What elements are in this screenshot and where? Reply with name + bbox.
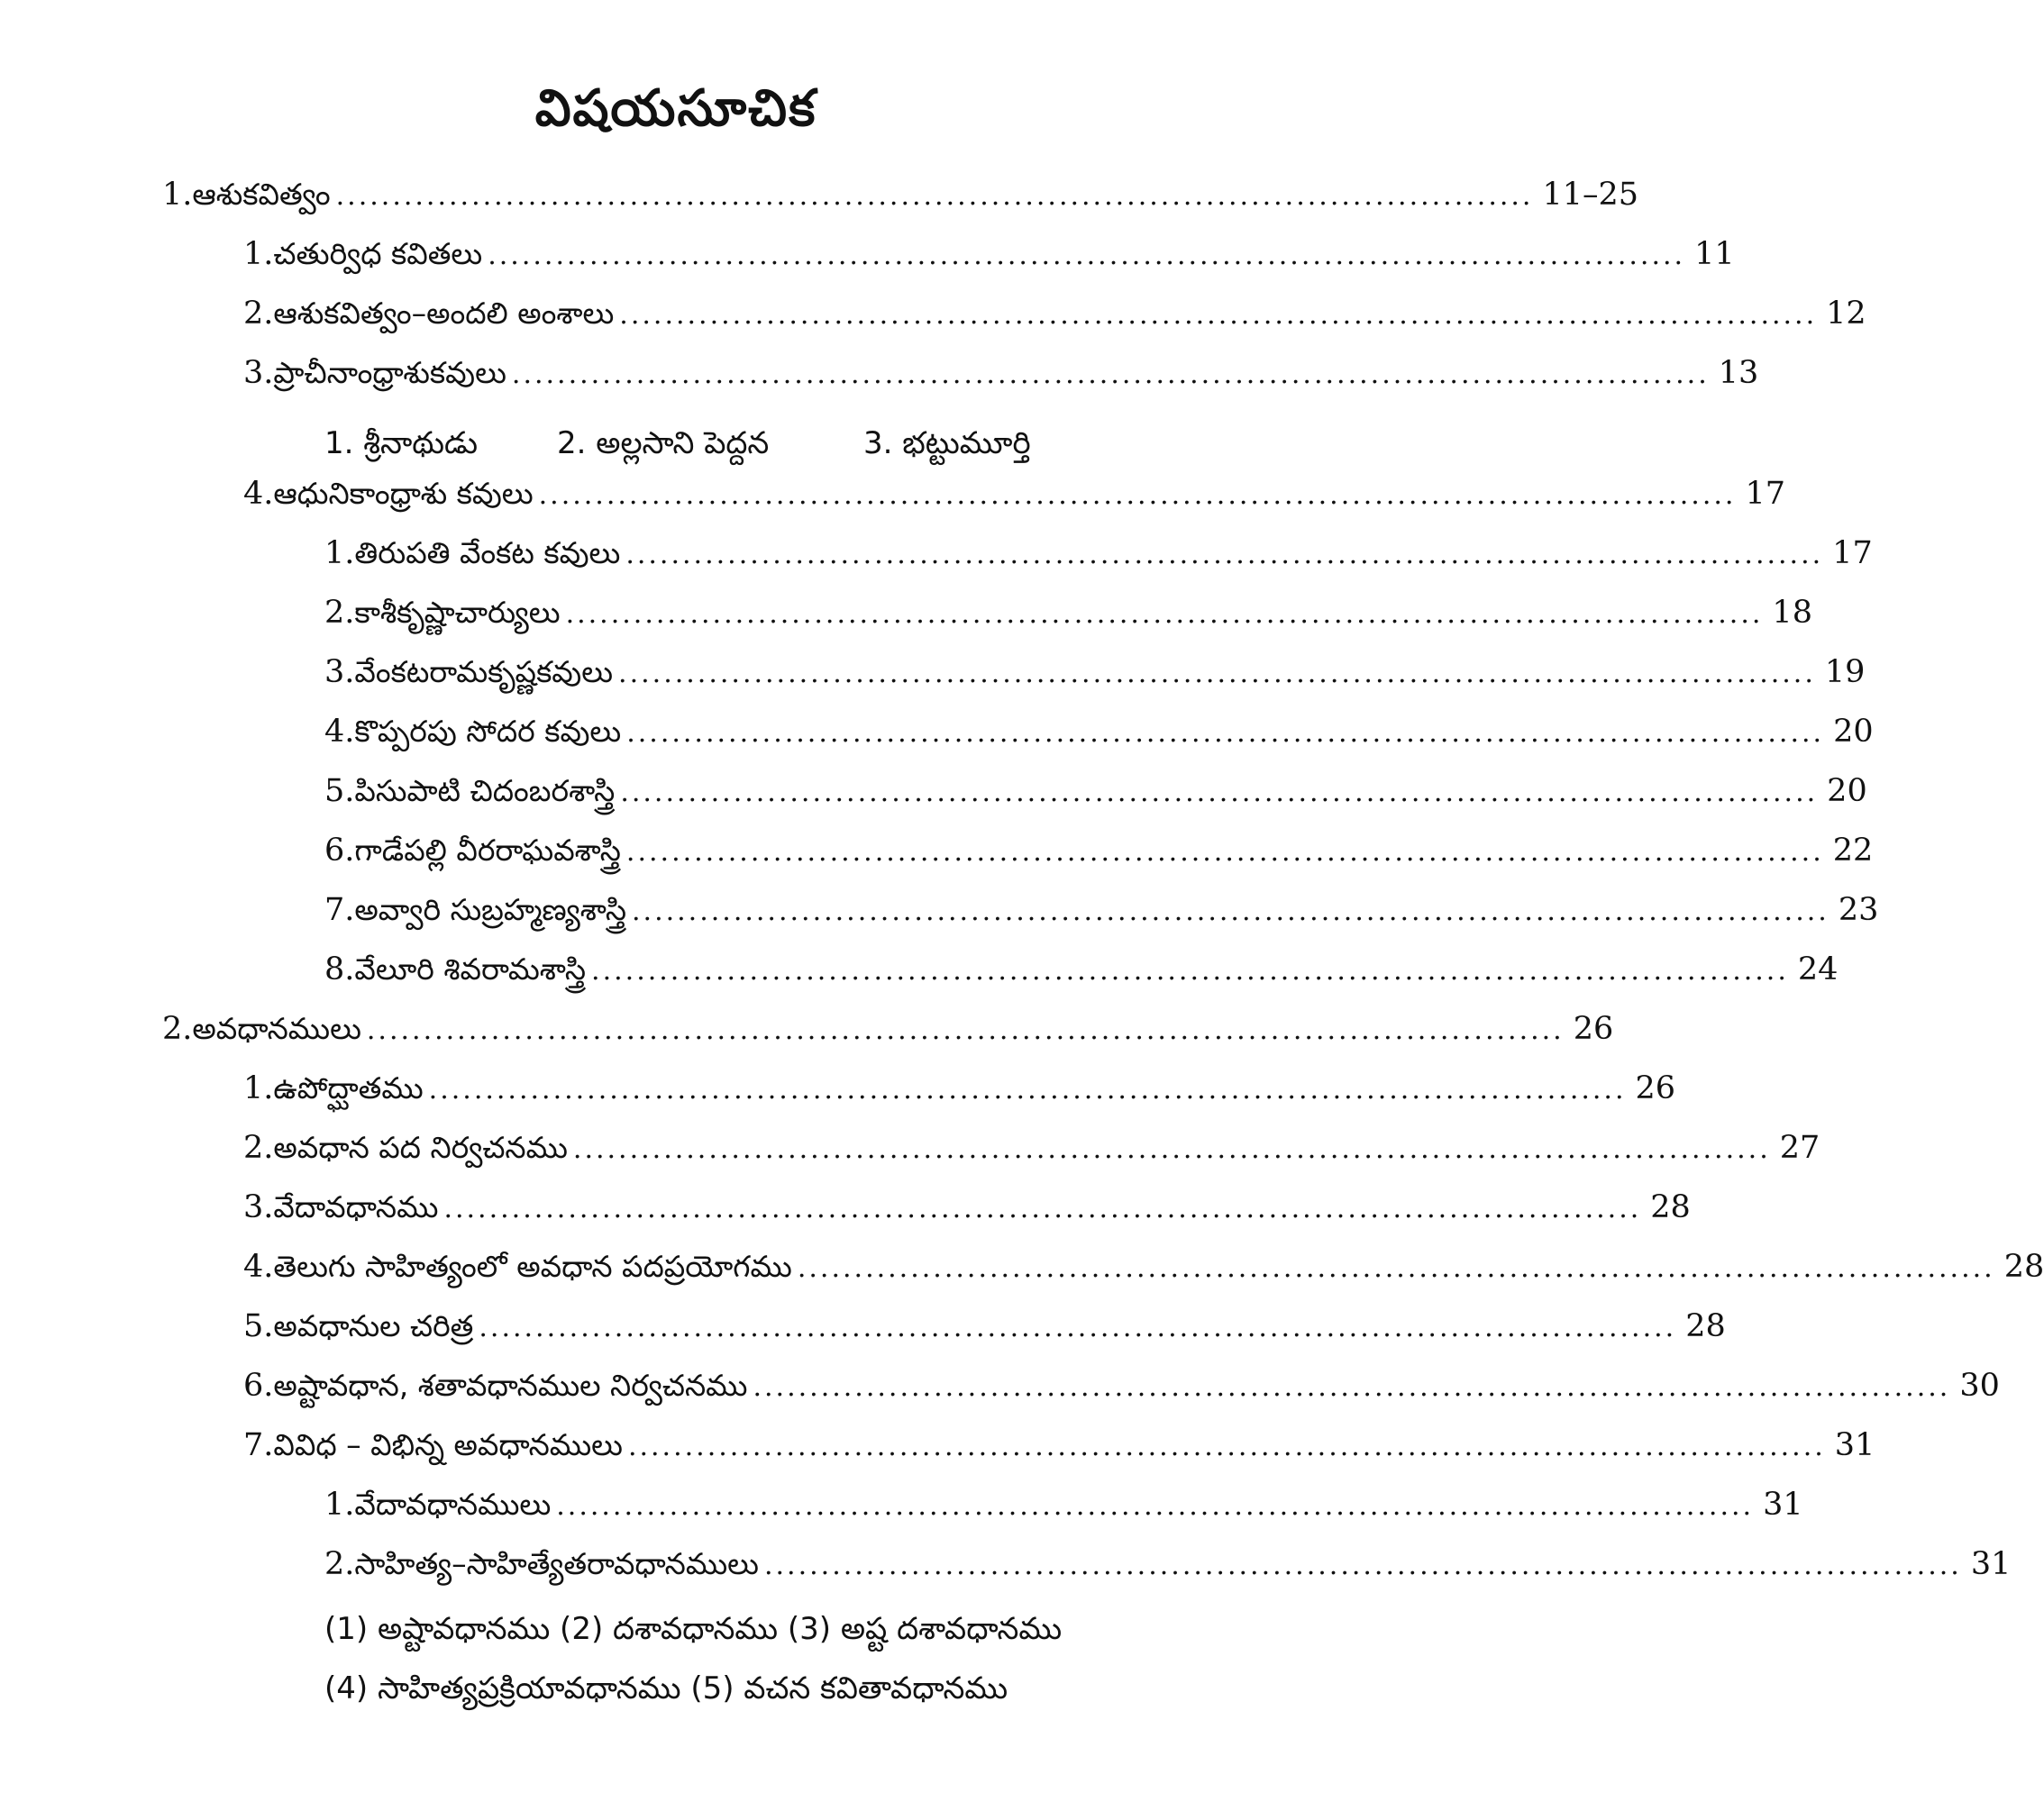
- page-number: 27: [1779, 1130, 1820, 1166]
- leader-dots: ..........................................................................................................: [335, 180, 1534, 212]
- subitem-number: 2.: [324, 595, 355, 631]
- toc-subitem: [324, 1546, 2012, 1600]
- page-number: 17: [1745, 476, 1786, 512]
- item-label: ఆధునికాంధ్రాశు కవులు: [273, 476, 534, 511]
- leader-dots: ..........................................................................................................: [753, 1371, 1951, 1403]
- item-label: వివిధ – విభిన్న అవధానములు: [273, 1427, 623, 1462]
- page-number: 26: [1573, 1011, 1614, 1047]
- page-number: 28: [1685, 1308, 1726, 1344]
- leader-dots: ..........................................................................................................: [625, 539, 1824, 570]
- leader-dots: ..........................................................................................................: [572, 1133, 1771, 1165]
- subitem-number: 7.: [324, 892, 355, 928]
- leader-dots: ..........................................................................................................: [538, 479, 1737, 511]
- leader-dots: ..........................................................................................................: [366, 1015, 1565, 1046]
- item-label: ఉపోద్ఘాతము: [273, 1070, 424, 1106]
- page-number: 11–25: [1542, 177, 1639, 213]
- page-number: 31: [1763, 1487, 1803, 1523]
- subitem-label: సాహిత్య–సాహిత్యేతరావధానములు: [354, 1546, 759, 1581]
- poets-line: [557, 425, 769, 469]
- toc-item: [243, 1189, 1691, 1243]
- poet-3: 3. భట్టుమూర్తి: [863, 425, 1031, 461]
- toc-subitem: [324, 654, 1866, 708]
- item-number: 2.: [243, 296, 274, 332]
- toc-item: [243, 1249, 2044, 1303]
- leader-dots: ..........................................................................................................: [619, 299, 1818, 331]
- page-number: 13: [1718, 355, 1759, 391]
- poets-line: [863, 425, 1031, 469]
- toc-item: [243, 1308, 1726, 1362]
- section-number: 1.: [162, 177, 193, 213]
- page-number: 31: [1970, 1546, 2012, 1582]
- poet-2: 2. అల్లసాని పెద్దన: [557, 425, 770, 461]
- item-number: 4.: [243, 1249, 274, 1285]
- poet-1: 1. శ్రీనాథుడు: [324, 425, 478, 461]
- leader-dots: ..........................................................................................................: [763, 1550, 1962, 1581]
- page-number: 17: [1832, 535, 1873, 571]
- page-number: 11: [1694, 236, 1735, 272]
- leader-dots: ..........................................................................................................: [618, 658, 1816, 689]
- subitem-number: 6.: [324, 833, 355, 869]
- item-number: 3.: [243, 355, 274, 391]
- toc-subitem: [324, 714, 1874, 768]
- toc-item: [243, 236, 1735, 290]
- leader-dots: ..........................................................................................................: [632, 896, 1830, 927]
- page-number: 28: [2003, 1249, 2044, 1285]
- item-label: ప్రాచీనాంధ్రాశుకవులు: [273, 355, 506, 390]
- subitem-label: పిసుపాటి చిదంబరశాస్త్రి: [354, 773, 616, 808]
- toc-item: [243, 1070, 1676, 1124]
- item-label: అష్టావధాన, శతావధానముల నిర్వచనము: [273, 1368, 748, 1403]
- subitem-number: 5.: [324, 773, 355, 809]
- item-number: 6.: [243, 1368, 274, 1404]
- item-label: ఆశుకవిత్వం–అందలి అంశాలు: [273, 296, 615, 331]
- toc-item: [243, 355, 1759, 409]
- page-number: 19: [1824, 654, 1866, 690]
- page-number: 22: [1832, 833, 1874, 869]
- subitem-number: 8.: [324, 951, 355, 987]
- subitem-label: వేంకటరామకృష్ణకవులు: [354, 654, 614, 689]
- subitem-label: కొప్పరపు సోదర కవులు: [354, 714, 622, 749]
- leader-dots: ..........................................................................................................: [479, 1312, 1677, 1343]
- subitem-number: 3.: [324, 654, 355, 690]
- leader-dots: ..........................................................................................................: [443, 1193, 1642, 1224]
- item-number: 4.: [243, 476, 274, 512]
- leader-dots: ..........................................................................................................: [625, 836, 1824, 868]
- toc-subitem: [324, 892, 1879, 946]
- section-label: అవధానములు: [192, 1011, 361, 1046]
- subitem-number: 1.: [324, 535, 355, 571]
- page-number: 24: [1797, 951, 1839, 987]
- leader-dots: ..........................................................................................................: [556, 1490, 1755, 1522]
- subitem-label: కాశీకృష్ణాచార్యులు: [354, 595, 561, 630]
- page-number: 20: [1827, 773, 1867, 809]
- toc-subitem: [324, 833, 1874, 887]
- page-number: 18: [1772, 595, 1812, 631]
- item-label: తెలుగు సాహిత్యంలో అవధాన పదప్రయోగము: [273, 1249, 792, 1284]
- page-number: 20: [1833, 714, 1874, 750]
- toc-item: [243, 296, 1866, 350]
- item-number: 7.: [243, 1427, 274, 1463]
- subitem-label: గాడేపల్లి వీరరాఘవశాస్త్రి: [354, 833, 621, 868]
- page-number: 12: [1826, 296, 1866, 332]
- item-label: వేదావధానము: [273, 1189, 439, 1224]
- page-number: 31: [1834, 1427, 1875, 1463]
- item-label: చతుర్విధ కవితలు: [273, 236, 483, 271]
- page-number: 28: [1650, 1189, 1691, 1225]
- section-number: 2.: [162, 1011, 193, 1047]
- item-number: 1.: [243, 236, 274, 272]
- leader-dots: ..........................................................................................................: [620, 777, 1819, 808]
- item-number: 1.: [243, 1070, 274, 1106]
- toc-subitem: [324, 1487, 1803, 1541]
- leader-dots: ..........................................................................................................: [565, 598, 1764, 630]
- subitem-label: వేదావధానములు: [354, 1487, 552, 1522]
- toc-subitem: [324, 773, 1867, 827]
- toc-item: [243, 1427, 1875, 1481]
- leader-dots: ..........................................................................................................: [428, 1074, 1627, 1106]
- avadhana-list-line-1: (1) అష్టావధానము (2) దశావధానము (3) అష్ట దశావధానము: [324, 1611, 1063, 1647]
- page-number: 23: [1838, 892, 1879, 928]
- toc-item: [243, 476, 1786, 530]
- toc-item: [243, 1130, 1820, 1184]
- page-number: 30: [1959, 1368, 2000, 1404]
- toc-subitem: [324, 951, 1839, 1006]
- item-label: అవధాన పద నిర్వచనము: [273, 1130, 568, 1165]
- toc-subitem: [324, 595, 1812, 649]
- leader-dots: ..........................................................................................................: [626, 717, 1825, 749]
- leader-dots: ..........................................................................................................: [627, 1431, 1826, 1462]
- toc-subitem: [324, 535, 1873, 589]
- subitem-label: అవ్వారి సుబ్రహ్మణ్యశాస్త్రి: [354, 892, 626, 927]
- subitem-label: వేలూరి శివరామశాస్త్రి: [354, 951, 587, 987]
- toc-section-2: [162, 1011, 1614, 1065]
- section-label: ఆశుకవిత్వం: [192, 177, 331, 212]
- item-number: 3.: [243, 1189, 274, 1225]
- item-label: అవధానుల చరిత్ర: [273, 1308, 474, 1343]
- leader-dots: ..........................................................................................................: [488, 240, 1686, 271]
- subitem-number: 4.: [324, 714, 355, 750]
- item-number: 2.: [243, 1130, 274, 1166]
- poets-line: [324, 425, 478, 469]
- leader-dots: ..........................................................................................................: [591, 955, 1789, 987]
- avadhana-list-line-2: (4) సాహిత్యప్రక్రియావధానము (5) వచన కవితావధానము: [324, 1670, 1008, 1706]
- toc-item: [243, 1368, 2000, 1422]
- page-title: విషయసూచిక: [534, 79, 817, 138]
- subitem-number: 1.: [324, 1487, 355, 1523]
- leader-dots: ..........................................................................................................: [797, 1252, 1995, 1284]
- item-number: 5.: [243, 1308, 274, 1344]
- subitem-number: 2.: [324, 1546, 355, 1582]
- leader-dots: ..........................................................................................................: [511, 359, 1710, 390]
- subitem-label: తిరుపతి వేంకట కవులు: [354, 535, 621, 570]
- page-number: 26: [1635, 1070, 1676, 1106]
- toc-section-1: [162, 177, 1639, 231]
